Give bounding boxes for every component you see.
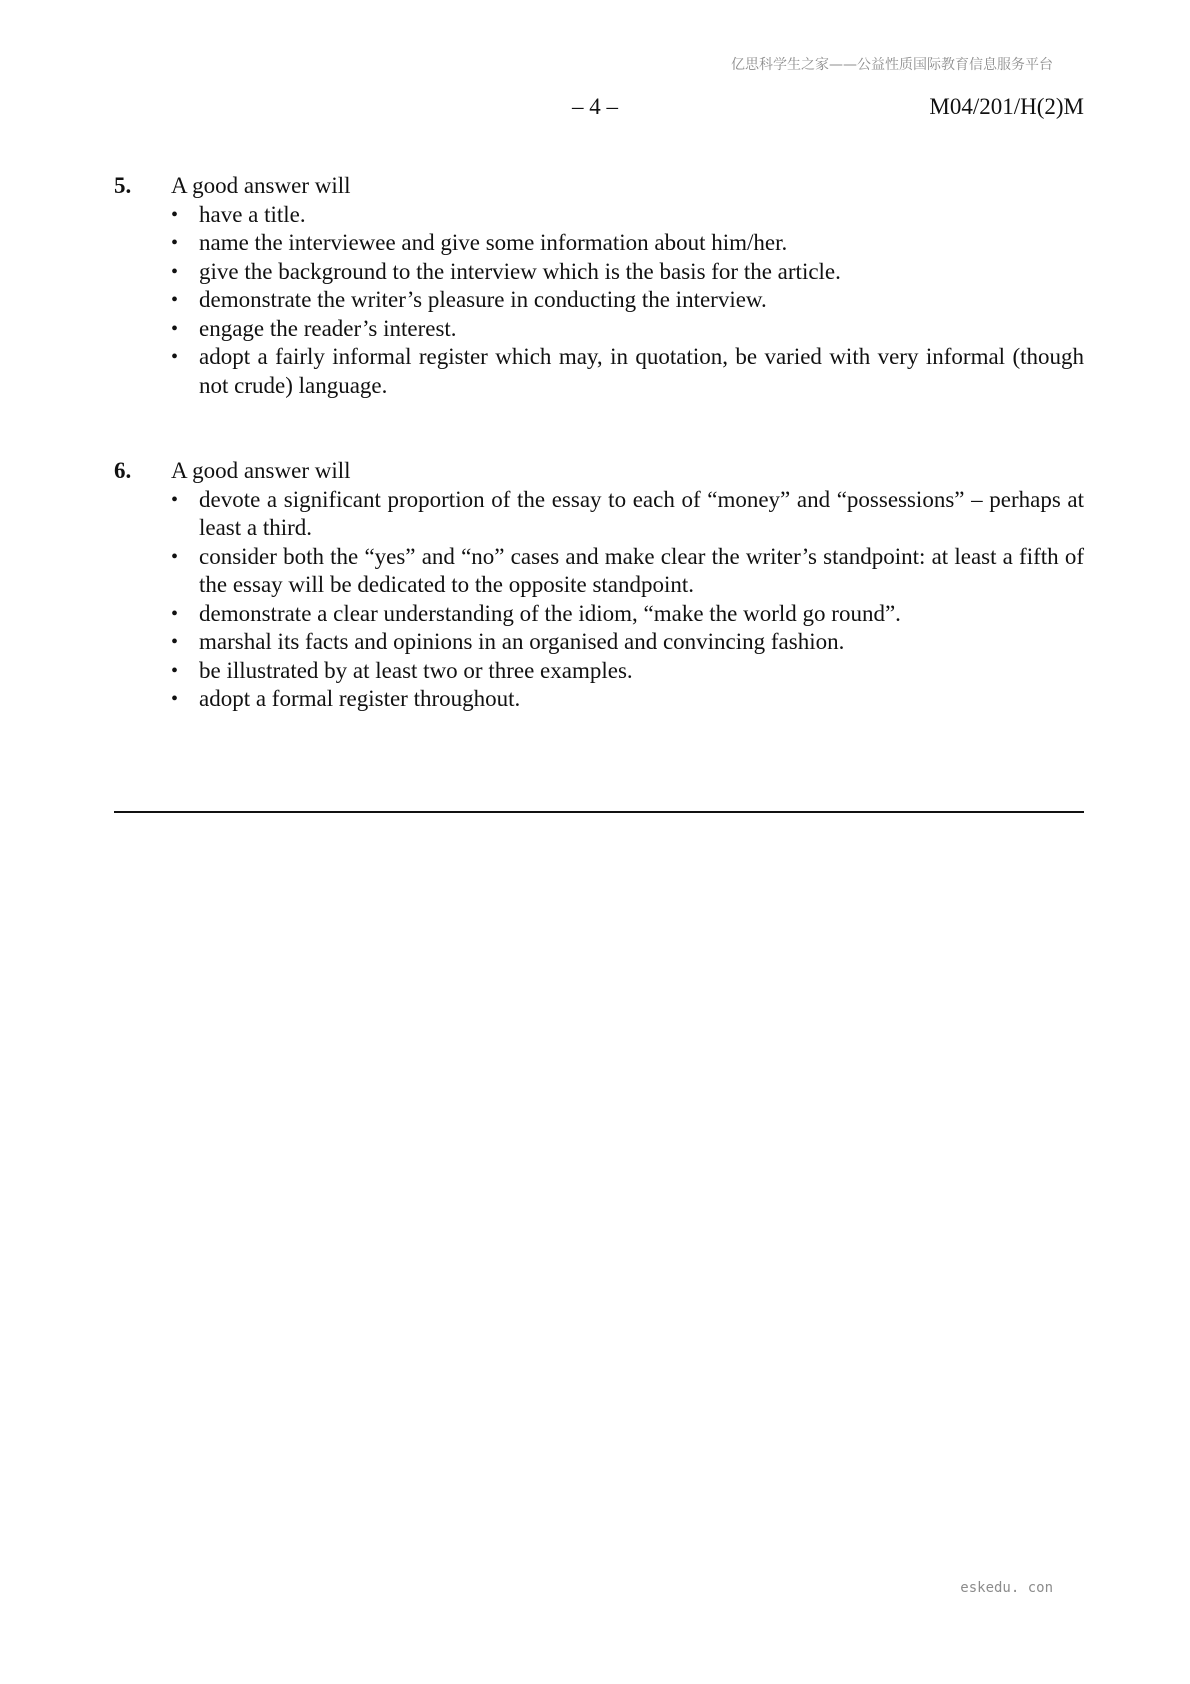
bullet-icon: •: [171, 545, 179, 568]
bullet-icon: •: [171, 488, 179, 511]
list-item-text: have a title.: [199, 201, 306, 227]
criteria-list: [114, 486, 1084, 714]
bullet-icon: •: [171, 659, 179, 682]
list-item: [171, 229, 1084, 258]
question-6: [114, 457, 1084, 714]
list-item: [171, 657, 1084, 686]
list-item: [171, 201, 1084, 230]
list-item-text: give the background to the interview which is the basis for the article.: [199, 258, 841, 284]
header-watermark: 亿思科学生之家——公益性质国际教育信息服务平台: [731, 57, 1053, 73]
list-item-text: demonstrate the writer’s pleasure in conducting the interview.: [199, 287, 767, 312]
list-item: [171, 628, 1084, 657]
question-number: 6.: [114, 458, 132, 483]
question-number: 5.: [114, 173, 132, 198]
question-5: [114, 172, 1084, 400]
list-item-text: name the interviewee and give some information about him/her.: [199, 230, 788, 255]
paper-code: M04/201/H(2)M: [929, 94, 1084, 119]
end-rule-divider: [114, 811, 1084, 813]
bullet-icon: •: [171, 346, 179, 368]
bullet-icon: •: [171, 289, 179, 311]
list-item-text: marshal its facts and opinions in an organised and convincing fashion.: [199, 629, 845, 654]
list-item-text: consider both the “yes” and “no” cases and make clear the writer’s standpoint: at least a fifth of the essay will be dedicated to the opposite standpoint.: [199, 543, 1084, 597]
bullet-icon: •: [171, 688, 179, 710]
list-item: [171, 258, 1084, 287]
list-item-text: devote a significant proportion of the essay to each of “money” and “possessions” – perhaps at least a third.: [199, 486, 1084, 540]
bullet-icon: •: [171, 631, 179, 653]
bullet-icon: •: [171, 203, 179, 226]
bullet-icon: •: [171, 260, 179, 283]
list-item: [171, 286, 1084, 315]
bullet-icon: •: [171, 602, 179, 625]
question-intro: A good answer will: [171, 458, 351, 483]
list-item-text: engage the reader’s interest.: [199, 315, 457, 341]
question-intro: A good answer will: [171, 173, 351, 198]
list-item: [171, 486, 1084, 543]
list-item: [171, 315, 1084, 344]
list-item: [171, 543, 1084, 600]
list-item-text: adopt a formal register throughout.: [199, 686, 521, 711]
list-item: [171, 685, 1084, 714]
bullet-icon: •: [171, 232, 179, 254]
footer-watermark: eskedu. con: [960, 1580, 1053, 1596]
list-item-text: adopt a fairly informal register which may, in quotation, be varied with very informal (though not crude) language.: [199, 344, 1084, 398]
list-item-text: demonstrate a clear understanding of the idiom, “make the world go round”.: [199, 600, 901, 626]
page-number: – 4 –: [572, 94, 618, 119]
criteria-list: [114, 201, 1084, 401]
bullet-icon: •: [171, 317, 179, 340]
list-item-text: be illustrated by at least two or three examples.: [199, 657, 633, 683]
list-item: [171, 600, 1084, 629]
list-item: [171, 343, 1084, 400]
